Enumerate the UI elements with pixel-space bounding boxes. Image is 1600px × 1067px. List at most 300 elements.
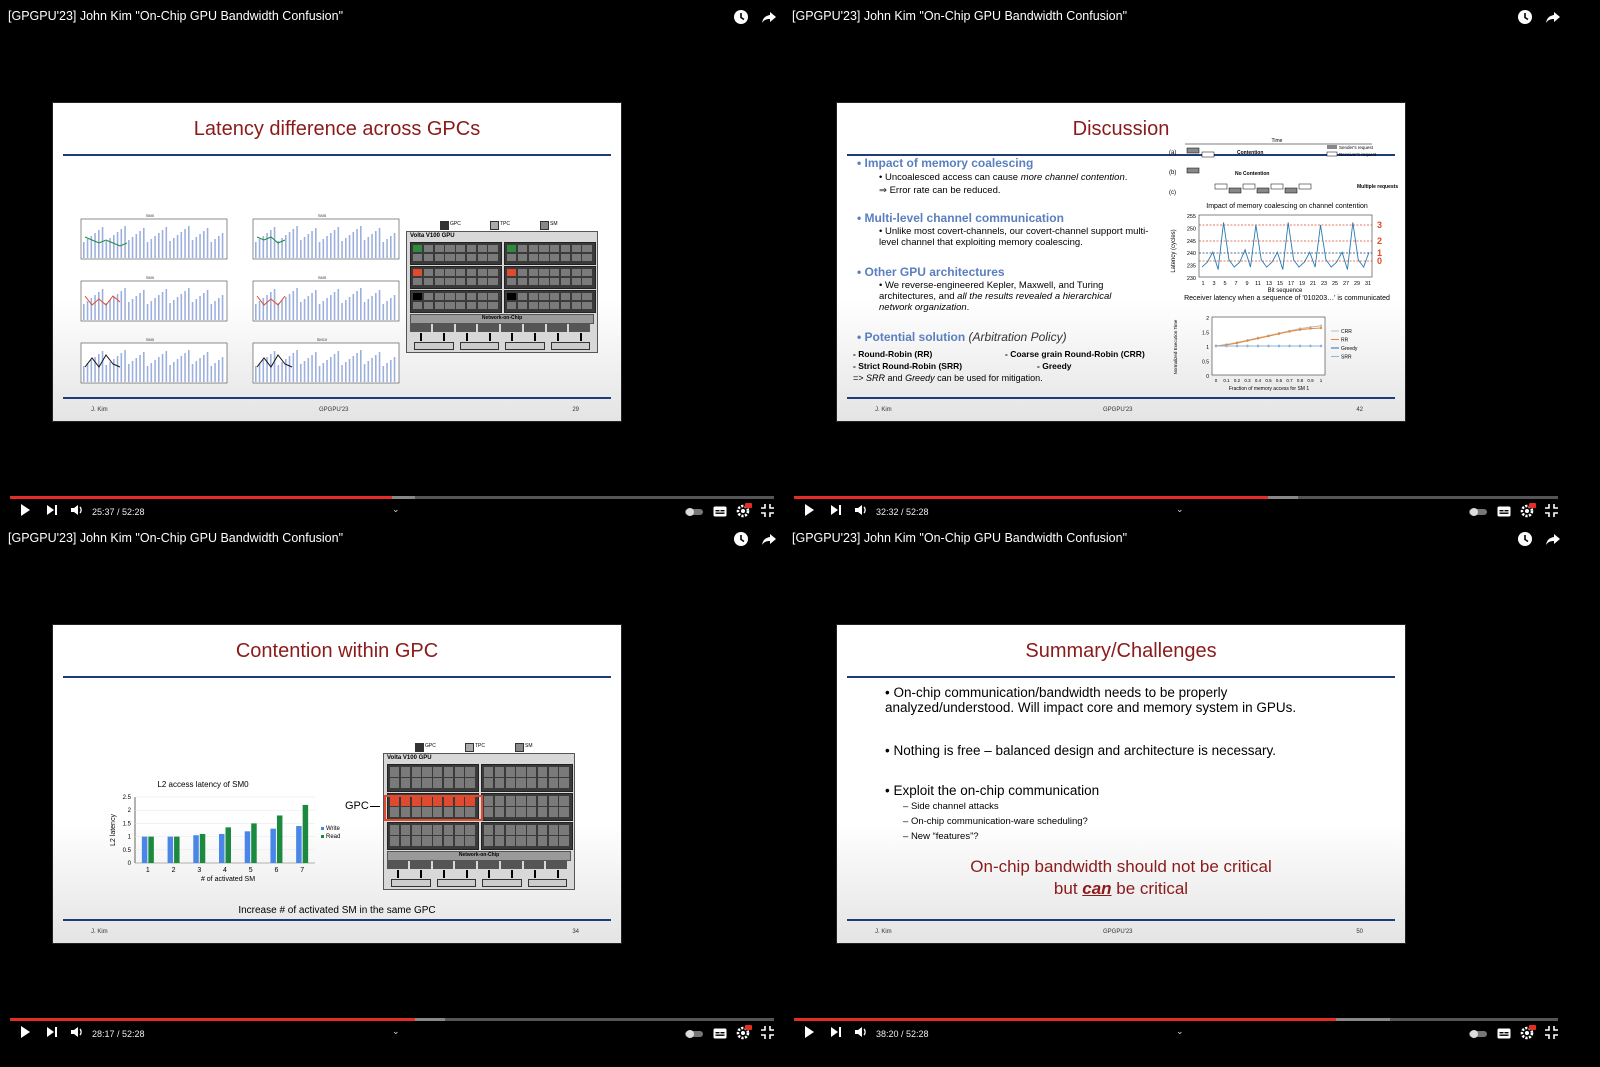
autoplay-toggle[interactable]	[1468, 504, 1488, 522]
sm-cell	[467, 302, 476, 309]
sm-cell	[413, 278, 422, 285]
watch-later-icon[interactable]	[732, 530, 750, 548]
mini-bar	[143, 228, 145, 258]
mini-bar	[94, 295, 96, 320]
time-display: 38:20 / 52:28	[876, 1029, 929, 1039]
x-tick-label: 15	[1276, 281, 1284, 287]
memory-arrow	[466, 333, 468, 341]
sm-cell	[572, 278, 581, 285]
slide-title-rule	[847, 676, 1395, 678]
mini-bar	[196, 237, 198, 258]
sm-cell	[506, 836, 515, 846]
autoplay-toggle[interactable]	[684, 504, 704, 522]
exit-fullscreen-button[interactable]	[1545, 504, 1558, 522]
mini-bar	[211, 304, 213, 320]
sm-cell	[488, 278, 497, 285]
mitigation-line	[853, 373, 1043, 383]
ti: SRR	[866, 373, 886, 383]
mini-bar	[143, 290, 145, 320]
exec-point	[1278, 345, 1280, 347]
share-icon[interactable]	[1544, 8, 1562, 26]
x-tick-label: 0.3	[1244, 378, 1251, 383]
watch-later-icon[interactable]	[732, 8, 750, 26]
mini-bar	[218, 236, 220, 258]
sm-cell	[507, 269, 516, 276]
volume-button[interactable]	[70, 1025, 84, 1039]
exec-point	[1288, 330, 1290, 332]
subtitles-icon	[713, 1028, 727, 1039]
bullet-heading-text: Potential solution	[864, 330, 969, 344]
sm-cell	[435, 269, 444, 276]
hbm-block	[391, 879, 431, 887]
mini-bar	[158, 295, 160, 320]
mini-bar	[375, 355, 377, 382]
latency-mini-chart	[243, 335, 401, 387]
mini-bar	[128, 240, 130, 258]
sm-cell	[550, 245, 559, 252]
sm-cell	[507, 302, 516, 309]
gpu-label: Volta V100 GPU	[410, 233, 455, 239]
exec-point	[1299, 345, 1301, 347]
summary-sub-bullet: – New “features”?	[903, 831, 979, 842]
progress-bar[interactable]	[794, 1018, 1558, 1021]
fig-b-label: (b)	[1169, 170, 1177, 176]
mini-bar	[106, 241, 108, 258]
exit-fullscreen-button[interactable]	[1545, 1026, 1558, 1044]
x-tick-label: 27	[1342, 281, 1350, 287]
sm-cell	[478, 293, 487, 300]
next-icon	[45, 1025, 59, 1039]
sm-cell	[413, 302, 422, 309]
mini-bar	[285, 235, 287, 258]
mini-bar	[214, 301, 216, 320]
mini-bar	[196, 361, 198, 382]
chapters-chevron-icon[interactable]: ⌄	[392, 504, 400, 514]
summary-sub-bullet: – Side channel attacks	[903, 801, 999, 812]
mini-bar	[274, 351, 276, 382]
chart-xlabel: Bit sequence	[1267, 288, 1303, 294]
watch-later-icon[interactable]	[1516, 530, 1534, 548]
sm-cell	[539, 293, 548, 300]
video-title[interactable]: [GPGPU'23] John Kim "On-Chip GPU Bandwidth Confusion"	[792, 9, 1128, 23]
mini-bar	[136, 234, 138, 258]
mini-bar	[121, 353, 123, 382]
memory-arrow	[534, 333, 536, 341]
x-tick-label: 31	[1364, 281, 1372, 287]
sm-cell	[456, 278, 465, 285]
sm-cell	[478, 269, 487, 276]
sm-cell	[495, 767, 504, 777]
mini-bar	[266, 233, 268, 258]
video-title[interactable]: [GPGPU'23] John Kim "On-Chip GPU Bandwidth Confusion"	[8, 531, 344, 545]
sm-cell	[465, 767, 474, 777]
summary-sub-text: Side channel attacks	[910, 801, 999, 812]
read-bar	[277, 815, 283, 863]
y-tick-label: 230	[1186, 276, 1196, 282]
sm-cell	[488, 293, 497, 300]
sm-cell	[506, 807, 515, 817]
bullet-sub: ⇒ Error rate can be reduced.	[879, 185, 1001, 196]
chapters-chevron-icon[interactable]: ⌄	[1176, 504, 1184, 514]
mini-bar	[124, 226, 126, 258]
sm-cell	[549, 825, 558, 835]
mini-bar	[158, 233, 160, 258]
mini-bar	[326, 298, 328, 320]
x-tick-label: 23	[1320, 281, 1328, 287]
sm-cell	[424, 254, 433, 261]
noc-label: Network-on-Chip	[481, 315, 523, 321]
exec-point	[1225, 345, 1227, 347]
sm-cell	[559, 825, 568, 835]
sub-text-italic: all the results revealed a hierarchical network organization	[879, 291, 1112, 313]
memory-arrow	[488, 870, 490, 878]
mini-bar	[311, 293, 313, 320]
sm-cell	[539, 278, 548, 285]
exec-point	[1267, 335, 1269, 337]
mini-bar	[308, 234, 310, 258]
mini-bar	[132, 299, 134, 320]
sm-cell	[516, 825, 525, 835]
read-bar	[251, 823, 257, 863]
write-bar	[270, 829, 276, 863]
exec-point	[1299, 329, 1301, 331]
sm-cell	[424, 302, 433, 309]
x-tick-label: 7	[1234, 281, 1238, 287]
mini-bar	[308, 296, 310, 320]
mini-bar	[106, 303, 108, 320]
mini-bar	[330, 233, 332, 258]
conclusion-line-2	[837, 879, 1405, 899]
bullet-heading: • Impact of memory coalescing	[857, 156, 1034, 170]
mini-bar	[311, 231, 313, 258]
x-tick-label: 7	[300, 867, 305, 874]
fig-c-label: (c)	[1169, 190, 1176, 196]
sm-cell	[495, 836, 504, 846]
mini-bar	[203, 355, 205, 382]
mini-bar	[364, 240, 366, 258]
top-controls	[1516, 530, 1562, 548]
sm-cell	[467, 269, 476, 276]
mini-bar	[162, 292, 164, 320]
mini-bar	[330, 295, 332, 320]
bullet-sub: • We reverse-engineered Kepler, Maxwell, and Turing architectures, and all the results revealed a hierarchical network organization.	[879, 280, 1112, 313]
sm-cell	[527, 807, 536, 817]
exec-point	[1309, 345, 1311, 347]
play-button[interactable]	[18, 503, 32, 517]
mini-bar	[106, 365, 108, 382]
mini-bar	[338, 351, 340, 382]
sm-cell	[506, 767, 515, 777]
summary-sub-text: On-chip communication-ware scheduling?	[910, 816, 1088, 827]
chapters-chevron-icon[interactable]: ⌄	[392, 1026, 400, 1036]
sm-cell	[478, 245, 487, 252]
exec-point	[1246, 340, 1248, 342]
mini-bar	[360, 288, 362, 320]
volume-button[interactable]	[854, 503, 868, 517]
mini-bar	[218, 360, 220, 382]
sm-cell	[527, 778, 536, 788]
gpc-label: GPC	[345, 800, 369, 812]
slide-page-number: 34	[572, 929, 579, 935]
policy-text: Coarse grain Round-Robin (CRR)	[1010, 349, 1145, 359]
mini-bar	[132, 237, 134, 258]
mini-bar	[113, 297, 115, 320]
video-player[interactable]	[0, 0, 784, 522]
y-tick-label: 1.5	[122, 821, 131, 828]
chart-caption: Receiver latency when a sequence of '010203…' is communicated	[1184, 295, 1390, 302]
mini-bar	[91, 360, 93, 382]
subtitles-button[interactable]	[713, 1026, 727, 1044]
share-icon[interactable]	[1544, 530, 1562, 548]
gear-icon	[1520, 503, 1536, 518]
sm-cell	[495, 796, 504, 806]
sm-cell	[445, 254, 454, 261]
mini-bar	[263, 360, 265, 382]
policy-text: Greedy	[1042, 361, 1072, 371]
mini-bar	[192, 364, 194, 382]
gear-icon	[736, 503, 752, 518]
settings-button[interactable]	[736, 1025, 752, 1045]
summary-bullet: • On-chip communication/bandwidth needs to be properly analyzed/understood. Will impact core and memory system in GPUs.	[885, 685, 1297, 715]
exit-fullscreen-button[interactable]	[761, 504, 774, 522]
sm-cell	[561, 245, 570, 252]
volume-button[interactable]	[70, 503, 84, 517]
sm-cell	[456, 245, 465, 252]
sm-cell	[445, 269, 454, 276]
mini-bar	[278, 241, 280, 258]
gpc-block	[410, 242, 502, 265]
sm-cell	[572, 254, 581, 261]
l2-latency-bar-chart	[83, 775, 341, 895]
sm-cell	[435, 302, 444, 309]
play-button[interactable]	[802, 1025, 816, 1039]
mini-bar	[121, 229, 123, 258]
x-tick-label: 29	[1353, 281, 1361, 287]
y-tick-label: 1	[127, 834, 131, 841]
exit-fullscreen-button[interactable]	[761, 1026, 774, 1044]
sm-cell	[561, 269, 570, 276]
video-player[interactable]	[784, 522, 1568, 1044]
gpc-block	[481, 822, 573, 850]
x-tick-label: 5	[1223, 281, 1227, 287]
write-bar	[142, 837, 148, 863]
mini-bar	[386, 239, 388, 258]
mini-bar	[117, 294, 119, 320]
summary-bullet-text: Exploit the on-chip communication	[893, 783, 1100, 798]
next-button[interactable]	[829, 503, 843, 517]
settings-button[interactable]	[736, 503, 752, 523]
gpc-block	[504, 242, 596, 265]
subtitles-button[interactable]	[1497, 504, 1511, 522]
x-tick-label: 2	[171, 867, 176, 874]
sm-cell	[422, 767, 431, 777]
bullet-heading-text: Impact of memory coalescing	[864, 156, 1034, 170]
x-tick-label: 0.6	[1275, 378, 1283, 383]
sub-text-italic: more channel contention	[1020, 172, 1125, 183]
mini-bar	[274, 227, 276, 258]
settings-button[interactable]	[1520, 1025, 1536, 1045]
sm-cell	[549, 796, 558, 806]
play-button[interactable]	[802, 503, 816, 517]
read-bar	[303, 805, 309, 863]
mini-bar	[255, 366, 257, 382]
t: be critical	[1111, 879, 1189, 898]
write-bar	[219, 834, 225, 863]
subtitles-button[interactable]	[713, 504, 727, 522]
sm-cell	[561, 278, 570, 285]
sm-cell	[572, 245, 581, 252]
mini-bar	[124, 288, 126, 320]
next-button[interactable]	[45, 1025, 59, 1039]
mini-bar	[255, 304, 257, 320]
x-tick-label: 11	[1255, 281, 1261, 287]
progress-bar[interactable]	[10, 496, 774, 499]
t: =>	[853, 373, 867, 383]
memory-arrow	[443, 333, 445, 341]
mini-bar	[334, 292, 336, 320]
mini-bar	[300, 302, 302, 320]
sm-cell	[478, 302, 487, 309]
sm-cell	[488, 254, 497, 261]
l2-slice	[547, 324, 568, 332]
mini-chart-label: SM0	[145, 275, 155, 280]
mini-bar	[113, 359, 115, 382]
sm-cell	[422, 825, 431, 835]
mini-bar	[334, 354, 336, 382]
mini-bar	[181, 232, 183, 258]
policy-item: - Coarse grain Round-Robin (CRR)	[1005, 349, 1145, 359]
top-controls	[732, 530, 778, 548]
x-tick-label: 17	[1287, 281, 1295, 287]
chart-xlabel: # of activated SM	[200, 876, 256, 883]
slide-footer-rule	[63, 919, 611, 921]
x-tick-label: 0.5	[1265, 378, 1272, 383]
exec-point	[1320, 327, 1322, 329]
share-icon[interactable]	[760, 8, 778, 26]
sm-cell	[549, 778, 558, 788]
l2-slice	[524, 324, 545, 332]
mini-bar	[102, 289, 104, 320]
video-title[interactable]: [GPGPU'23] John Kim "On-Chip GPU Bandwidth Confusion"	[792, 531, 1128, 545]
mini-bar	[270, 354, 272, 382]
mini-bar	[304, 361, 306, 382]
sm-cell	[507, 254, 516, 261]
mini-bar	[136, 296, 138, 320]
level-label: 2	[1377, 236, 1383, 246]
fig-nocontention-label: No Contention	[1235, 171, 1270, 177]
mini-bar	[368, 361, 370, 382]
mini-bar	[338, 289, 340, 320]
sm-cell	[538, 796, 547, 806]
sm-cell	[422, 778, 431, 788]
hbm-block	[437, 879, 477, 887]
mini-bar	[98, 292, 100, 320]
progress-bar[interactable]	[794, 496, 1558, 499]
mini-bar	[91, 298, 93, 320]
l2-slice	[524, 861, 545, 869]
mini-bar	[211, 366, 213, 382]
sm-cell	[478, 278, 487, 285]
x-tick-label: 0.1	[1223, 378, 1230, 383]
video-player[interactable]	[0, 522, 784, 1044]
memory-arrow	[511, 870, 513, 878]
chart-ylabel: Normalized Execution Time	[1173, 319, 1178, 375]
mini-bar	[184, 291, 186, 320]
gpu-label: Volta V100 GPU	[387, 755, 432, 761]
mini-bar	[319, 366, 321, 382]
mini-bar	[266, 295, 268, 320]
slide-footer-rule	[847, 919, 1395, 921]
summary-bullet-text: Nothing is free – balanced design and architecture is necessary.	[893, 743, 1276, 758]
legend-swatch	[490, 221, 499, 230]
subtitles-icon	[1497, 506, 1511, 517]
sm-cell	[455, 778, 464, 788]
sm-cell	[401, 825, 410, 835]
x-tick-label: 1	[145, 867, 150, 874]
mini-bar	[109, 300, 111, 320]
sm-cell	[484, 825, 493, 835]
share-icon[interactable]	[760, 530, 778, 548]
presentation-slide	[53, 103, 621, 421]
volume-button[interactable]	[854, 1025, 868, 1039]
gpu-block-diagram	[406, 231, 598, 353]
sm-cell	[455, 825, 464, 835]
t: can be used for mitigation.	[934, 373, 1043, 383]
mini-bar	[296, 288, 298, 320]
mini-bar	[181, 294, 183, 320]
progress-bar[interactable]	[10, 1018, 774, 1021]
legend-swatch	[440, 221, 449, 230]
mini-chart-label: SM5	[317, 213, 327, 218]
video-title[interactable]: [GPGPU'23] John Kim "On-Chip GPU Bandwidth Confusion"	[8, 9, 344, 23]
sm-cell	[559, 807, 568, 817]
settings-button[interactable]	[1520, 503, 1536, 523]
sm-cell	[433, 767, 442, 777]
watch-later-icon[interactable]	[1516, 8, 1534, 26]
sm-cell	[444, 767, 453, 777]
gpc-block	[410, 266, 502, 289]
summary-sub-bullet: – On-chip communication-ware scheduling?	[903, 816, 1088, 827]
sm-cell	[539, 254, 548, 261]
volume-icon	[70, 503, 84, 517]
hbm-block	[460, 342, 500, 350]
subtitles-button[interactable]	[1497, 1026, 1511, 1044]
l2-slice	[501, 861, 522, 869]
latency-mini-chart	[243, 211, 401, 263]
mini-bar	[83, 242, 85, 258]
sm-cell	[456, 254, 465, 261]
video-player[interactable]	[784, 0, 1568, 522]
sm-cell	[529, 254, 538, 261]
l2-slice	[433, 324, 454, 332]
autoplay-toggle[interactable]	[684, 1026, 704, 1044]
mini-bar	[356, 291, 358, 320]
mini-bar	[300, 364, 302, 382]
next-button[interactable]	[45, 503, 59, 517]
sm-cell	[559, 778, 568, 788]
autoplay-toggle[interactable]	[1468, 1026, 1488, 1044]
mini-bar	[203, 231, 205, 258]
play-button[interactable]	[18, 1025, 32, 1039]
next-button[interactable]	[829, 1025, 843, 1039]
mini-bar	[315, 290, 317, 320]
chapters-chevron-icon[interactable]: ⌄	[1176, 1026, 1184, 1036]
sm-cell	[401, 778, 410, 788]
mini-bar	[285, 359, 287, 382]
x-tick-label: 0.7	[1286, 378, 1293, 383]
policy-text: Strict Round-Robin (SRR)	[858, 361, 963, 371]
y-tick-label: 1.5	[1202, 330, 1209, 337]
